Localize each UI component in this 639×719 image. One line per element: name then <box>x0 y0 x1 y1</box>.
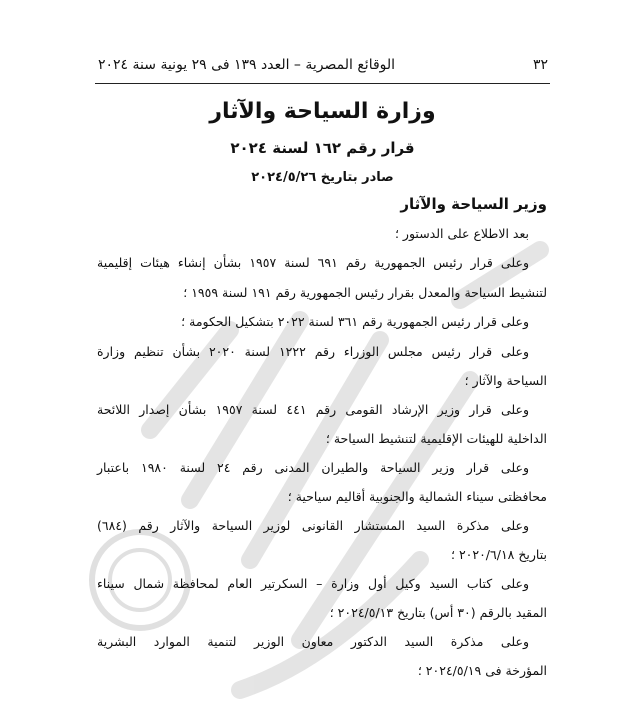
body-line: وعلى قرار رئيس مجلس الوزراء رقم ١٢٢٢ لسنة ٢٠٢٠ بشأن تنظيم وزارة <box>97 344 529 359</box>
body-line: وعلى قرار رئيس الجمهورية رقم ٦٩١ لسنة ١٩٥٧ بشأن إنشاء هيئات إقليمية <box>97 255 529 270</box>
body-line: وعلى مذكرة السيد الدكتور معاون الوزير لتنمية الموارد البشرية <box>97 634 529 649</box>
ministry-title: وزارة السياحة والآثار <box>209 99 436 124</box>
body-line: المؤرخة فى ٢٠٢٤/٥/١٩ ؛ <box>417 663 547 678</box>
decision-number: قرار رقم ١٦٢ لسنة ٢٠٢٤ <box>230 139 415 157</box>
gazette-title: الوقائع المصرية – العدد ١٣٩ فى ٢٩ يونية سنة ٢٠٢٤ <box>98 57 396 73</box>
body-line: وعلى قرار وزير الإرشاد القومى رقم ٤٤١ لسنة ١٩٥٧ بشأن إصدار اللائحة <box>97 402 530 417</box>
body-line: لتنشيط السياحة والمعدل بقرار رئيس الجمهورية رقم ١٩١ لسنة ١٩٥٩ ؛ <box>183 285 547 300</box>
issue-date: صادر بتاريخ ٢٠٢٤/٥/٢٦ <box>251 170 394 185</box>
body-line: وعلى كتاب السيد وكيل أول وزارة – السكرتير العام لمحافظة شمال سيناء <box>97 576 529 591</box>
minister-heading: وزير السياحة والآثار <box>400 195 547 213</box>
body-line: الداخلية للهيئات الإقليمية لتنشيط السياحة ؛ <box>325 431 547 446</box>
body-line: السياحة والآثار ؛ <box>464 373 547 388</box>
page-header <box>98 57 548 79</box>
header-rule <box>95 83 550 84</box>
body-line: محافظتى سيناء الشمالية والجنوبية أقاليم سياحية ؛ <box>287 489 547 504</box>
body-line: وعلى قرار رئيس الجمهورية رقم ٣٦١ لسنة ٢٠٢٢ بتشكيل الحكومة ؛ <box>181 314 529 329</box>
body-line: بتاريخ ٢٠٢٠/٦/١٨ ؛ <box>451 547 547 562</box>
body-line: وعلى قرار وزير السياحة والطيران المدنى رقم ٢٤ لسنة ١٩٨٠ باعتبار <box>97 460 529 475</box>
body-line: المقيد بالرقم (٣٠ أس) بتاريخ ٢٠٢٤/٥/١٣ ؛ <box>329 605 547 620</box>
page-number: ٣٢ <box>532 57 548 73</box>
body-line: وعلى مذكرة السيد المستشار القانونى لوزير السياحة والآثار رقم (٦٨٤) <box>97 518 529 533</box>
body-line: بعد الاطلاع على الدستور ؛ <box>394 226 529 241</box>
